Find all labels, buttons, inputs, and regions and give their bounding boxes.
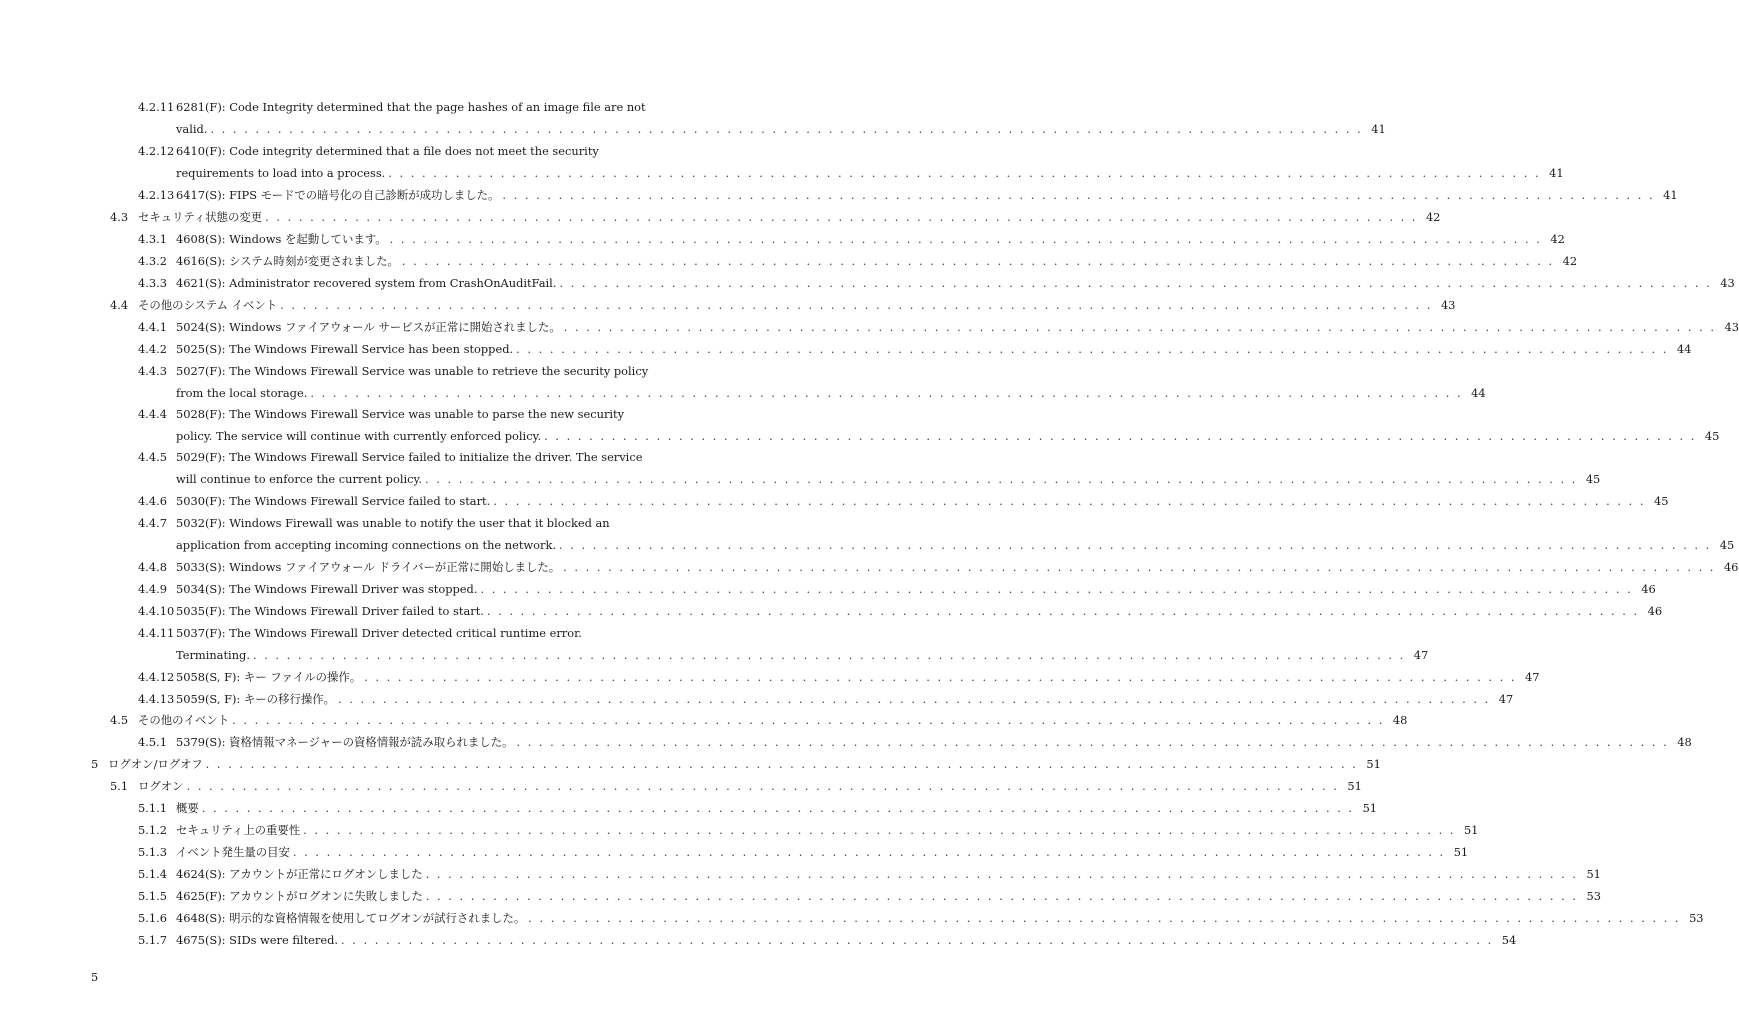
dot-leader xyxy=(402,254,1554,268)
dot-leader xyxy=(187,779,1339,793)
toc-entry-page: 44 xyxy=(1471,386,1486,400)
toc-entry[interactable] xyxy=(138,889,1602,903)
toc-entry[interactable] xyxy=(138,582,1656,596)
dot-leader xyxy=(528,911,1680,925)
toc-entry-number: 5.1.7 xyxy=(138,933,167,947)
toc-entry-number: 5.1.2 xyxy=(138,823,167,837)
dot-leader xyxy=(516,342,1668,356)
toc-entry-title: セキュリティ状態の変更 xyxy=(138,210,263,224)
toc-entry-number: 4.4.12 xyxy=(138,670,175,684)
toc-entry-page: 53 xyxy=(1586,889,1602,903)
toc-entry-number: 5.1.5 xyxy=(138,889,167,903)
toc-entry-title: 5035(F): The Windows Firewall Driver failed to start. xyxy=(176,604,484,618)
toc-entry[interactable] xyxy=(110,298,1456,312)
toc-entry-title: その他のイベント xyxy=(138,713,230,727)
toc-entry[interactable] xyxy=(138,735,1692,749)
toc-entry-number: 4.4.2 xyxy=(138,342,167,356)
toc-entry-title: 5029(F): The Windows Firewall Service failed to initialize the driver. The service xyxy=(176,450,643,464)
toc-entry-title-continued: will continue to enforce the current policy. xyxy=(176,472,423,486)
toc-entry[interactable] xyxy=(138,450,1601,486)
toc-entry-title: 4621(S): Administrator recovered system from CrashOnAuditFail. xyxy=(176,276,557,290)
toc-entry-number: 4.5 xyxy=(110,713,129,727)
toc-entry-title: ログオン xyxy=(138,779,184,793)
toc-entry-page: 47 xyxy=(1524,670,1540,684)
toc-entry-title: 5024(S): Windows ファイアウォール サービスが正常に開始されました。 xyxy=(176,320,561,334)
dot-leader xyxy=(426,867,1578,881)
toc-entry-title: 4675(S): SIDs were filtered. xyxy=(176,933,338,947)
toc-entry[interactable] xyxy=(138,801,1378,815)
toc-entry-page: 46 xyxy=(1647,604,1663,618)
toc-entry[interactable] xyxy=(138,516,1735,552)
toc-entry[interactable] xyxy=(138,407,1720,443)
toc-entry[interactable] xyxy=(138,254,1578,268)
dot-leader xyxy=(388,166,1540,180)
toc-entry-page: 47 xyxy=(1413,648,1429,662)
dot-leader xyxy=(265,210,1417,224)
dot-leader xyxy=(425,472,1577,486)
toc-entry-title: 4608(S): Windows を起動しています。 xyxy=(176,232,387,246)
toc-entry-page: 42 xyxy=(1425,210,1441,224)
dot-leader xyxy=(202,801,1354,815)
toc-entry-title: イベント発生量の目安 xyxy=(176,845,290,859)
toc-entry-page: 51 xyxy=(1453,845,1469,859)
toc-entry-title: ログオン/ログオフ xyxy=(108,757,203,771)
toc-entry-title: 4625(F): アカウントがログオンに失敗しました xyxy=(176,889,423,903)
toc-entry[interactable] xyxy=(110,779,1362,793)
toc-entry-title: 4624(S): アカウントが正常にログオンしました xyxy=(176,867,423,881)
toc-entry-number: 5 xyxy=(91,757,99,771)
toc-entry-title: 5034(S): The Windows Firewall Driver was stopped. xyxy=(176,582,478,596)
toc-entry-title: その他のシステム イベント xyxy=(138,298,278,312)
toc-entry-title: 5032(F): Windows Firewall was unable to notify the user that it blocked an xyxy=(176,516,610,530)
dot-leader xyxy=(559,276,1711,290)
toc-entry[interactable] xyxy=(110,713,1408,727)
toc-entry-number: 4.4.3 xyxy=(138,364,167,378)
toc-entry-page: 53 xyxy=(1689,911,1704,925)
toc-entry-number: 4.4.10 xyxy=(138,604,175,618)
page-number: 5 xyxy=(91,970,99,984)
toc-entry-page: 42 xyxy=(1562,254,1578,268)
dot-leader xyxy=(206,757,1358,771)
dot-leader xyxy=(310,386,1462,400)
toc-entry-title: セキュリティ上の重要性 xyxy=(176,823,301,837)
toc-entry-page: 45 xyxy=(1654,494,1669,508)
toc-entry[interactable] xyxy=(138,276,1735,290)
toc-entry[interactable] xyxy=(138,560,1739,574)
toc-entry[interactable] xyxy=(138,232,1565,246)
toc-entry[interactable] xyxy=(138,823,1479,837)
toc-entry[interactable] xyxy=(138,100,1386,136)
toc-entry-title: 概要 xyxy=(176,801,199,815)
toc-entry[interactable] xyxy=(138,670,1540,684)
toc-entry[interactable] xyxy=(138,320,1739,334)
toc-entry-number: 4.5.1 xyxy=(138,735,167,749)
toc-entry[interactable] xyxy=(138,911,1704,925)
toc-entry-number: 4.4.6 xyxy=(138,494,167,508)
toc-entry-title: 5027(F): The Windows Firewall Service was unable to retrieve the security policy xyxy=(176,364,649,378)
toc-entry-page: 51 xyxy=(1362,801,1378,815)
toc-entry-page: 42 xyxy=(1550,232,1565,246)
toc-entry-title: 6281(F): Code Integrity determined that the page hashes of an image file are not xyxy=(176,100,646,114)
dot-leader xyxy=(502,188,1654,202)
toc-entry-page: 45 xyxy=(1719,538,1735,552)
toc-entry-page: 51 xyxy=(1366,757,1381,771)
toc-entry-page: 51 xyxy=(1586,867,1601,881)
dot-leader xyxy=(559,538,1711,552)
toc-entry-number: 4.4.9 xyxy=(138,582,167,596)
toc-entry-number: 5.1.6 xyxy=(138,911,167,925)
toc-entry-page: 46 xyxy=(1641,582,1656,596)
toc-entry-title: 5028(F): The Windows Firewall Service was unable to parse the new security xyxy=(176,407,625,421)
toc-entry-page: 48 xyxy=(1392,713,1408,727)
dot-leader xyxy=(390,232,1542,246)
dot-leader xyxy=(516,735,1668,749)
toc-entry-page: 51 xyxy=(1347,779,1362,793)
toc-entry-number: 4.2.13 xyxy=(138,188,175,202)
toc-entry-number: 4.4.1 xyxy=(138,320,167,334)
toc-entry-page: 44 xyxy=(1676,342,1692,356)
toc-entry-page: 41 xyxy=(1371,122,1386,136)
toc-entry-number: 4.4.5 xyxy=(138,450,167,464)
toc-entry[interactable] xyxy=(138,845,1469,859)
dot-leader xyxy=(487,604,1639,618)
toc-entry-title-continued: from the local storage. xyxy=(176,386,308,400)
toc-entry-page: 43 xyxy=(1720,276,1735,290)
toc-entry-title: 5025(S): The Windows Firewall Service has been stopped. xyxy=(176,342,514,356)
toc-entry-page: 43 xyxy=(1440,298,1456,312)
dot-leader xyxy=(364,670,1516,684)
toc-entry-title-continued: valid. xyxy=(176,122,208,136)
toc-entry[interactable] xyxy=(138,364,1486,400)
toc-entry-number: 4.2.11 xyxy=(138,100,175,114)
toc-entry-title-continued: policy. The service will continue with currently enforced policy. xyxy=(176,429,542,443)
toc-entry-number: 4.4 xyxy=(110,298,129,312)
toc-entry[interactable] xyxy=(138,626,1429,662)
toc-entry-number: 4.3.1 xyxy=(138,232,167,246)
toc-entry-number: 4.4.4 xyxy=(138,407,167,421)
toc-entry[interactable] xyxy=(138,604,1663,618)
dot-leader xyxy=(480,582,1632,596)
toc-entry-number: 4.2.12 xyxy=(138,144,175,158)
toc-entry-page: 45 xyxy=(1704,429,1720,443)
toc-entry-title: 4648(S): 明示的な資格情報を使用してログオンが試行されました。 xyxy=(176,911,526,925)
toc-entry-page: 43 xyxy=(1724,320,1739,334)
toc-entry-number: 5.1 xyxy=(110,779,129,793)
toc-entry-number: 4.3 xyxy=(110,210,129,224)
toc-entry-title: 4616(S): システム時刻が変更されました。 xyxy=(176,254,399,268)
toc-entry-page: 51 xyxy=(1463,823,1479,837)
toc-entry-title: 6417(S): FIPS モードでの暗号化の自己診断が成功しました。 xyxy=(176,188,500,202)
toc-entry-title: 5037(F): The Windows Firewall Driver detected critical runtime error. xyxy=(176,626,582,640)
toc-entry-page: 48 xyxy=(1677,735,1692,749)
toc-entry-number: 5.1.4 xyxy=(138,867,167,881)
toc-entry-title: 5059(S, F): キーの移行操作。 xyxy=(176,692,336,706)
toc-entry-title-continued: Terminating. xyxy=(176,648,250,662)
toc-entry-title: 5058(S, F): キー ファイルの操作。 xyxy=(176,670,362,684)
toc-entry-number: 5.1.3 xyxy=(138,845,167,859)
toc-entry[interactable] xyxy=(138,692,1514,706)
toc-entry-page: 41 xyxy=(1549,166,1564,180)
toc-entry[interactable] xyxy=(138,144,1564,180)
toc-entry[interactable] xyxy=(138,188,1678,202)
dot-leader xyxy=(232,713,1384,727)
toc-entry-number: 4.4.8 xyxy=(138,560,167,574)
toc-entry-title-continued: application from accepting incoming connections on the network. xyxy=(176,538,556,552)
dot-leader xyxy=(563,560,1715,574)
dot-leader xyxy=(426,889,1578,903)
dot-leader xyxy=(253,648,1405,662)
toc-entry[interactable] xyxy=(138,867,1601,881)
toc-entry-number: 4.4.13 xyxy=(138,692,175,706)
toc-entry-number: 4.4.7 xyxy=(138,516,167,530)
dot-leader xyxy=(544,429,1696,443)
dot-leader xyxy=(564,320,1716,334)
toc-entry-title: 5030(F): The Windows Firewall Service failed to start. xyxy=(176,494,491,508)
toc-entry[interactable] xyxy=(138,494,1669,508)
toc-entry-title: 6410(F): Code integrity determined that a file does not meet the security xyxy=(176,144,599,158)
dot-leader xyxy=(341,933,1493,947)
toc-entry-number: 4.3.3 xyxy=(138,276,167,290)
toc-entry-page: 41 xyxy=(1663,188,1678,202)
toc-entry-number: 4.4.11 xyxy=(138,626,175,640)
toc-entry[interactable] xyxy=(138,342,1692,356)
toc-entry-title: 5379(S): 資格情報マネージャーの資格情報が読み取られました。 xyxy=(176,735,514,749)
toc-entry-page: 45 xyxy=(1585,472,1601,486)
toc-entry[interactable] xyxy=(110,210,1441,224)
dot-leader xyxy=(303,823,1455,837)
toc-entry[interactable] xyxy=(91,757,1381,771)
dot-leader xyxy=(293,845,1445,859)
dot-leader xyxy=(210,122,1362,136)
toc-entry-title-continued: requirements to load into a process. xyxy=(176,166,386,180)
toc-entry-page: 47 xyxy=(1498,692,1514,706)
toc-entry-number: 4.3.2 xyxy=(138,254,167,268)
toc-entry-title: 5033(S): Windows ファイアウォール ドライバーが正常に開始しました。 xyxy=(176,560,561,574)
dot-leader xyxy=(493,494,1645,508)
toc-entry-number: 5.1.1 xyxy=(138,801,167,815)
dot-leader xyxy=(280,298,1432,312)
toc-entry-page: 46 xyxy=(1723,560,1739,574)
toc-entry[interactable] xyxy=(138,933,1517,947)
dot-leader xyxy=(338,692,1490,706)
toc-entry-page: 54 xyxy=(1501,933,1517,947)
